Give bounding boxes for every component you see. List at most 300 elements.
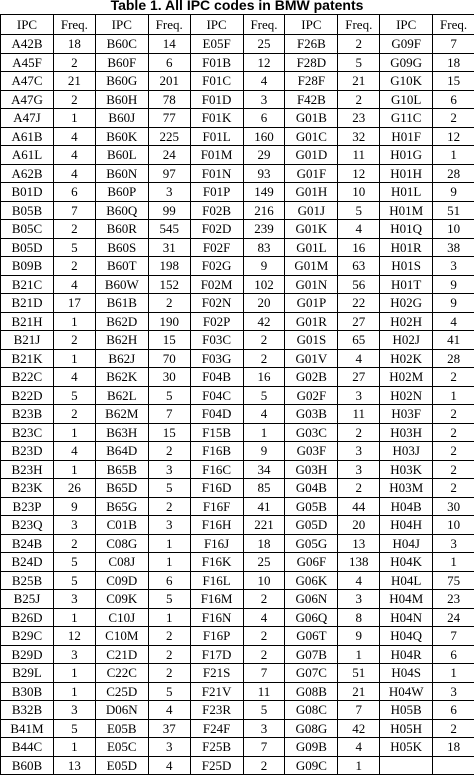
frequency-cell: 25 — [243, 553, 285, 572]
ipc-code-cell: B29D — [1, 645, 54, 664]
frequency-cell: 6 — [433, 701, 474, 720]
frequency-cell: 5 — [54, 238, 96, 257]
frequency-cell: 152 — [148, 275, 190, 294]
ipc-code-cell: G09C — [285, 756, 338, 775]
frequency-cell: 1 — [243, 423, 285, 442]
frequency-cell: 7 — [338, 701, 380, 720]
frequency-cell: 3 — [243, 719, 285, 738]
header-ipc: IPC — [1, 15, 54, 35]
ipc-code-cell: F26B — [285, 35, 338, 54]
frequency-cell: 3 — [433, 682, 474, 701]
frequency-cell: 4 — [338, 738, 380, 757]
ipc-code-cell: B22C — [1, 368, 54, 387]
frequency-cell: 5 — [338, 53, 380, 72]
ipc-code-cell: G03B — [285, 405, 338, 424]
ipc-code-cell: H01M — [380, 201, 433, 220]
frequency-cell: 545 — [148, 220, 190, 239]
ipc-code-cell: G08G — [285, 719, 338, 738]
header-freq: Freq. — [54, 15, 96, 35]
frequency-cell: 27 — [338, 312, 380, 331]
frequency-cell: 7 — [433, 35, 474, 54]
frequency-cell: 10 — [338, 183, 380, 202]
frequency-cell: 5 — [54, 553, 96, 572]
frequency-cell: 9 — [433, 183, 474, 202]
ipc-frequency-table — [0, 14, 474, 775]
frequency-cell: 30 — [148, 368, 190, 387]
ipc-code-cell: B21K — [1, 349, 54, 368]
frequency-cell: 15 — [433, 72, 474, 91]
frequency-cell: 2 — [338, 35, 380, 54]
table-row — [1, 146, 474, 165]
frequency-cell: 15 — [148, 331, 190, 350]
frequency-cell: 3 — [433, 534, 474, 553]
ipc-code-cell: F04B — [190, 368, 243, 387]
frequency-cell: 15 — [148, 423, 190, 442]
frequency-cell: 2 — [54, 331, 96, 350]
ipc-code-cell: B62D — [95, 312, 148, 331]
frequency-cell: 4 — [54, 442, 96, 461]
ipc-code-cell: G09B — [285, 738, 338, 757]
ipc-code-cell: H03K — [380, 460, 433, 479]
frequency-cell: 12 — [243, 53, 285, 72]
frequency-cell: 31 — [148, 238, 190, 257]
frequency-cell: 44 — [338, 497, 380, 516]
ipc-code-cell: B60C — [95, 35, 148, 54]
ipc-code-cell: G01M — [285, 257, 338, 276]
table-row — [1, 164, 474, 183]
frequency-cell: 4 — [54, 146, 96, 165]
frequency-cell: 3 — [148, 460, 190, 479]
ipc-code-cell: C21D — [95, 645, 148, 664]
frequency-cell: 2 — [433, 368, 474, 387]
ipc-code-cell: B21D — [1, 294, 54, 313]
table-row — [1, 220, 474, 239]
ipc-code-cell: G08B — [285, 682, 338, 701]
frequency-cell: 4 — [54, 127, 96, 146]
ipc-code-cell: B60J — [95, 109, 148, 128]
frequency-cell: 32 — [338, 127, 380, 146]
frequency-cell: 42 — [243, 312, 285, 331]
frequency-cell: 3 — [433, 257, 474, 276]
frequency-cell: 6 — [148, 53, 190, 72]
ipc-code-cell: B23B — [1, 405, 54, 424]
frequency-cell: 4 — [338, 349, 380, 368]
table-row — [1, 627, 474, 646]
frequency-cell: 4 — [243, 608, 285, 627]
frequency-cell: 2 — [148, 294, 190, 313]
ipc-code-cell: G01C — [285, 127, 338, 146]
frequency-cell: 1 — [433, 553, 474, 572]
table-row — [1, 608, 474, 627]
ipc-code-cell: F02N — [190, 294, 243, 313]
ipc-code-cell: G03H — [285, 460, 338, 479]
frequency-cell: 7 — [243, 664, 285, 683]
frequency-cell: 7 — [54, 201, 96, 220]
ipc-code-cell: F01N — [190, 164, 243, 183]
frequency-cell — [433, 756, 474, 775]
ipc-code-cell: B32B — [1, 701, 54, 720]
table-row — [1, 442, 474, 461]
ipc-code-cell: H04B — [380, 497, 433, 516]
ipc-code-cell: G10L — [380, 90, 433, 109]
frequency-cell: 70 — [148, 349, 190, 368]
ipc-code-cell: B09B — [1, 257, 54, 276]
ipc-code-cell: H01F — [380, 127, 433, 146]
frequency-cell: 78 — [148, 90, 190, 109]
frequency-cell: 4 — [54, 275, 96, 294]
frequency-cell: 1 — [148, 553, 190, 572]
frequency-cell: 1 — [54, 608, 96, 627]
frequency-cell: 2 — [148, 645, 190, 664]
frequency-cell: 3 — [338, 386, 380, 405]
ipc-code-cell: G03F — [285, 442, 338, 461]
ipc-code-cell: B05B — [1, 201, 54, 220]
frequency-cell: 3 — [338, 590, 380, 609]
frequency-cell: 2 — [433, 423, 474, 442]
frequency-cell: 7 — [433, 627, 474, 646]
frequency-cell: 2 — [338, 479, 380, 498]
ipc-code-cell: H01R — [380, 238, 433, 257]
ipc-code-cell: B29L — [1, 664, 54, 683]
frequency-cell: 5 — [148, 479, 190, 498]
ipc-code-cell: F01D — [190, 90, 243, 109]
frequency-cell: 22 — [338, 294, 380, 313]
frequency-cell: 1 — [54, 312, 96, 331]
frequency-cell: 1 — [338, 756, 380, 775]
frequency-cell: 2 — [54, 220, 96, 239]
frequency-cell: 8 — [338, 608, 380, 627]
ipc-code-cell: B60H — [95, 90, 148, 109]
frequency-cell: 21 — [338, 682, 380, 701]
frequency-cell: 75 — [433, 571, 474, 590]
ipc-code-cell: H03H — [380, 423, 433, 442]
frequency-cell: 4 — [338, 220, 380, 239]
frequency-cell: 160 — [243, 127, 285, 146]
ipc-code-cell: B25J — [1, 590, 54, 609]
ipc-code-cell: H04M — [380, 590, 433, 609]
ipc-code-cell: B41M — [1, 719, 54, 738]
ipc-code-cell: B05D — [1, 238, 54, 257]
frequency-cell: 25 — [243, 35, 285, 54]
frequency-cell: 4 — [338, 571, 380, 590]
ipc-code-cell: F16J — [190, 534, 243, 553]
frequency-cell: 2 — [433, 719, 474, 738]
ipc-code-cell: G01S — [285, 331, 338, 350]
frequency-cell: 26 — [54, 479, 96, 498]
frequency-cell: 97 — [148, 164, 190, 183]
ipc-code-cell: H04K — [380, 553, 433, 572]
ipc-code-cell: F16D — [190, 479, 243, 498]
frequency-cell: 1 — [54, 682, 96, 701]
ipc-code-cell: G05D — [285, 516, 338, 535]
frequency-cell: 4 — [148, 701, 190, 720]
table-row — [1, 553, 474, 572]
frequency-cell: 37 — [148, 719, 190, 738]
ipc-code-cell: G09F — [380, 35, 433, 54]
frequency-cell: 56 — [338, 275, 380, 294]
ipc-code-cell: B65D — [95, 479, 148, 498]
frequency-cell: 21 — [338, 72, 380, 91]
ipc-code-cell: G02F — [285, 386, 338, 405]
table-row — [1, 127, 474, 146]
frequency-cell: 9 — [338, 627, 380, 646]
frequency-cell: 2 — [148, 664, 190, 683]
ipc-code-cell: H04L — [380, 571, 433, 590]
ipc-code-cell: E05C — [95, 738, 148, 757]
ipc-code-cell: F02P — [190, 312, 243, 331]
ipc-code-cell: B23H — [1, 460, 54, 479]
frequency-cell: 1 — [54, 349, 96, 368]
ipc-code-cell: G01F — [285, 164, 338, 183]
frequency-cell: 99 — [148, 201, 190, 220]
ipc-code-cell: C10M — [95, 627, 148, 646]
frequency-cell: 2 — [54, 257, 96, 276]
frequency-cell: 13 — [54, 756, 96, 775]
ipc-code-cell: G04B — [285, 479, 338, 498]
frequency-cell: 3 — [148, 183, 190, 202]
ipc-code-cell: B22D — [1, 386, 54, 405]
ipc-code-cell: G05B — [285, 497, 338, 516]
table-row — [1, 423, 474, 442]
table-row — [1, 590, 474, 609]
frequency-cell: 5 — [243, 701, 285, 720]
ipc-code-cell: H01G — [380, 146, 433, 165]
ipc-code-cell: F01L — [190, 127, 243, 146]
frequency-cell: 2 — [243, 756, 285, 775]
frequency-cell: 4 — [148, 756, 190, 775]
ipc-code-cell: F42B — [285, 90, 338, 109]
table-row — [1, 460, 474, 479]
ipc-code-cell: C22C — [95, 664, 148, 683]
frequency-cell: 4 — [54, 164, 96, 183]
ipc-code-cell: B60T — [95, 257, 148, 276]
ipc-code-cell: F02D — [190, 220, 243, 239]
ipc-code-cell: B60K — [95, 127, 148, 146]
ipc-code-cell: B61B — [95, 294, 148, 313]
frequency-cell: 18 — [433, 738, 474, 757]
frequency-cell: 12 — [433, 127, 474, 146]
header-ipc: IPC — [95, 15, 148, 35]
ipc-code-cell: B62L — [95, 386, 148, 405]
table-title: Table 1. All IPC codes in BMW patents — [0, 0, 474, 13]
table-row — [1, 571, 474, 590]
frequency-cell: 34 — [243, 460, 285, 479]
frequency-cell: 2 — [148, 442, 190, 461]
table-row — [1, 497, 474, 516]
ipc-code-cell: H03M — [380, 479, 433, 498]
ipc-code-cell: G01B — [285, 109, 338, 128]
ipc-code-cell: B60R — [95, 220, 148, 239]
frequency-cell: 7 — [243, 738, 285, 757]
ipc-code-cell: B23D — [1, 442, 54, 461]
ipc-code-cell: C08J — [95, 553, 148, 572]
table-row — [1, 645, 474, 664]
ipc-code-cell: H03F — [380, 405, 433, 424]
ipc-code-cell: E05B — [95, 719, 148, 738]
ipc-code-cell: H01Q — [380, 220, 433, 239]
ipc-code-cell: H05K — [380, 738, 433, 757]
frequency-cell: 7 — [148, 405, 190, 424]
ipc-code-cell: A45F — [1, 53, 54, 72]
frequency-cell: 1 — [148, 608, 190, 627]
table-row — [1, 349, 474, 368]
ipc-code-cell: A42B — [1, 35, 54, 54]
frequency-cell: 198 — [148, 257, 190, 276]
ipc-code-cell: B30B — [1, 682, 54, 701]
ipc-code-cell: H02H — [380, 312, 433, 331]
ipc-code-cell: B60G — [95, 72, 148, 91]
ipc-code-cell: H04N — [380, 608, 433, 627]
frequency-cell: 2 — [148, 627, 190, 646]
frequency-cell: 4 — [243, 405, 285, 424]
frequency-cell: 20 — [243, 294, 285, 313]
ipc-code-cell: H01L — [380, 183, 433, 202]
frequency-cell: 190 — [148, 312, 190, 331]
ipc-code-cell: G01D — [285, 146, 338, 165]
table-row — [1, 682, 474, 701]
ipc-code-cell: G08C — [285, 701, 338, 720]
ipc-code-cell: B60Q — [95, 201, 148, 220]
frequency-cell: 3 — [54, 590, 96, 609]
ipc-code-cell: F28D — [285, 53, 338, 72]
ipc-code-cell: A61L — [1, 146, 54, 165]
frequency-cell: 2 — [243, 645, 285, 664]
frequency-cell: 4 — [54, 368, 96, 387]
frequency-cell: 3 — [148, 516, 190, 535]
ipc-code-cell: F02M — [190, 275, 243, 294]
table-row — [1, 312, 474, 331]
frequency-cell: 63 — [338, 257, 380, 276]
ipc-code-cell: F23R — [190, 701, 243, 720]
ipc-code-cell: G01N — [285, 275, 338, 294]
frequency-cell: 2 — [433, 479, 474, 498]
ipc-code-cell: F01P — [190, 183, 243, 202]
ipc-code-cell: F16P — [190, 627, 243, 646]
ipc-code-cell: G06Q — [285, 608, 338, 627]
ipc-code-cell: B62K — [95, 368, 148, 387]
ipc-code-cell: B23P — [1, 497, 54, 516]
frequency-cell: 65 — [338, 331, 380, 350]
frequency-cell: 2 — [433, 405, 474, 424]
frequency-cell: 23 — [338, 109, 380, 128]
frequency-cell: 2 — [338, 423, 380, 442]
table-row — [1, 738, 474, 757]
ipc-code-cell: B65G — [95, 497, 148, 516]
ipc-code-cell: H04H — [380, 516, 433, 535]
ipc-code-cell: A61B — [1, 127, 54, 146]
ipc-code-cell: B64D — [95, 442, 148, 461]
frequency-cell: 38 — [433, 238, 474, 257]
table-row — [1, 294, 474, 313]
ipc-code-cell: G06F — [285, 553, 338, 572]
ipc-code-cell: B60L — [95, 146, 148, 165]
ipc-code-cell: E05D — [95, 756, 148, 775]
ipc-code-cell: H02N — [380, 386, 433, 405]
ipc-code-cell: B60N — [95, 164, 148, 183]
frequency-cell: 5 — [54, 719, 96, 738]
ipc-code-cell: H02K — [380, 349, 433, 368]
frequency-cell: 4 — [243, 72, 285, 91]
ipc-code-cell: H04Q — [380, 627, 433, 646]
ipc-code-cell: H04R — [380, 645, 433, 664]
table-row — [1, 719, 474, 738]
table-row — [1, 331, 474, 350]
frequency-cell: 14 — [148, 35, 190, 54]
ipc-code-cell: B05C — [1, 220, 54, 239]
frequency-cell: 17 — [54, 294, 96, 313]
table-row — [1, 516, 474, 535]
frequency-cell: 6 — [54, 183, 96, 202]
header-ipc: IPC — [190, 15, 243, 35]
ipc-code-cell: B21H — [1, 312, 54, 331]
ipc-code-cell: F02B — [190, 201, 243, 220]
ipc-code-cell: H01S — [380, 257, 433, 276]
ipc-code-cell: B21J — [1, 331, 54, 350]
ipc-code-cell: G01H — [285, 183, 338, 202]
ipc-code-cell: G07C — [285, 664, 338, 683]
frequency-cell: 2 — [243, 331, 285, 350]
ipc-code-cell: F16H — [190, 516, 243, 535]
ipc-code-cell: H05B — [380, 701, 433, 720]
table-row — [1, 386, 474, 405]
ipc-code-cell: F01M — [190, 146, 243, 165]
frequency-cell: 9 — [243, 442, 285, 461]
frequency-cell: 6 — [243, 109, 285, 128]
frequency-cell: 5 — [338, 201, 380, 220]
ipc-code-cell: G01L — [285, 238, 338, 257]
ipc-code-cell: F16M — [190, 590, 243, 609]
ipc-code-cell: G05G — [285, 534, 338, 553]
frequency-cell: 2 — [54, 90, 96, 109]
header-freq: Freq. — [338, 15, 380, 35]
ipc-code-cell: F25B — [190, 738, 243, 757]
table-header — [1, 15, 474, 35]
ipc-code-cell: G10K — [380, 72, 433, 91]
table-row — [1, 664, 474, 683]
ipc-code-cell: B63H — [95, 423, 148, 442]
frequency-cell: 2 — [243, 590, 285, 609]
table-row — [1, 701, 474, 720]
ipc-code-cell: B60P — [95, 183, 148, 202]
frequency-cell: 2 — [243, 627, 285, 646]
ipc-code-cell: B29C — [1, 627, 54, 646]
frequency-cell: 5 — [54, 386, 96, 405]
frequency-cell: 77 — [148, 109, 190, 128]
ipc-code-cell: A62B — [1, 164, 54, 183]
table-row — [1, 756, 474, 775]
frequency-cell: 11 — [243, 682, 285, 701]
ipc-code-cell: H04J — [380, 534, 433, 553]
table-row — [1, 35, 474, 54]
ipc-code-cell: A47J — [1, 109, 54, 128]
ipc-code-cell: F16F — [190, 497, 243, 516]
frequency-cell: 1 — [54, 109, 96, 128]
table-row — [1, 368, 474, 387]
ipc-code-cell: B65B — [95, 460, 148, 479]
frequency-cell: 5 — [243, 386, 285, 405]
frequency-cell: 30 — [433, 497, 474, 516]
frequency-cell: 2 — [338, 90, 380, 109]
ipc-code-cell: F24F — [190, 719, 243, 738]
ipc-code-cell: H04S — [380, 664, 433, 683]
frequency-cell: 23 — [433, 590, 474, 609]
ipc-code-cell: F03G — [190, 349, 243, 368]
table-body — [1, 35, 474, 775]
frequency-cell: 6 — [433, 90, 474, 109]
frequency-cell: 3 — [54, 701, 96, 720]
frequency-cell: 41 — [433, 331, 474, 350]
frequency-cell: 5 — [148, 682, 190, 701]
